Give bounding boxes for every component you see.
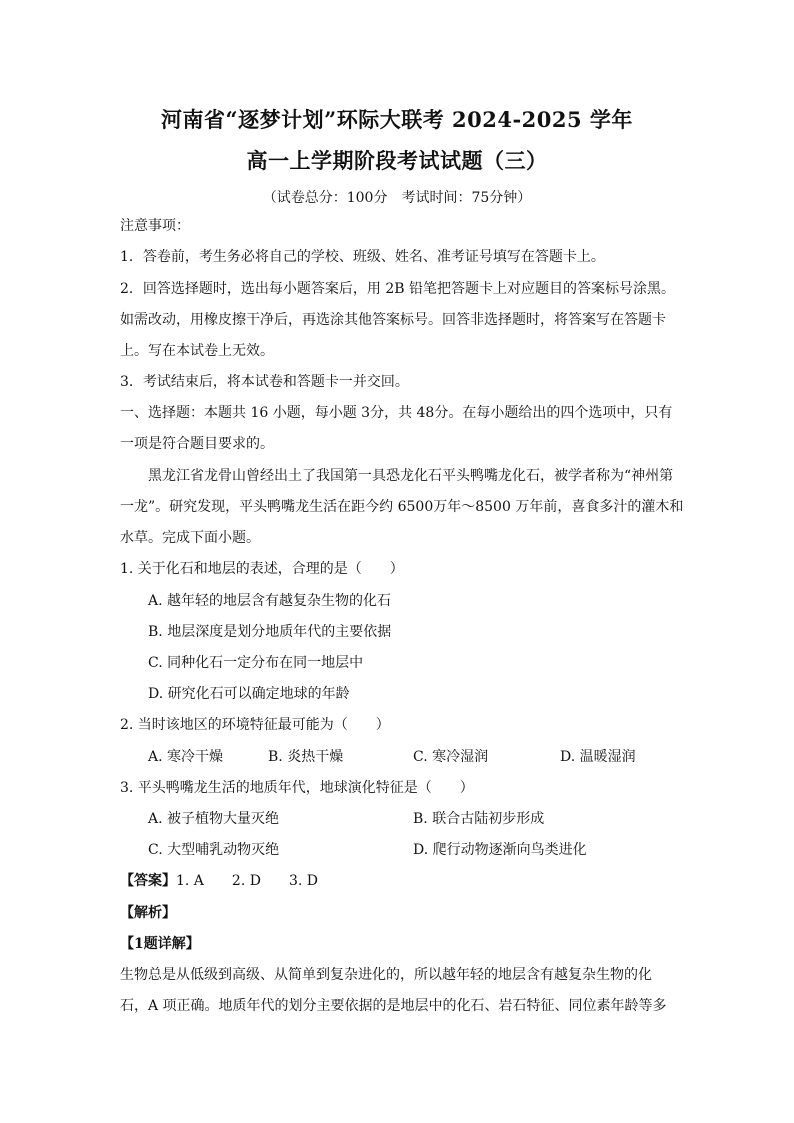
question-1-option-d: D. 研究化石可以确定地球的年龄 [148, 686, 350, 702]
answer-line [120, 871, 680, 891]
notice-item-2-line1: 2．回答选择题时，选出每小题答案后，用 2B 铅笔把答题卡上对应题目的答案标号涂黑。 [120, 281, 676, 297]
question-1-option-a: A. 越年轻的地层含有越复杂生物的化石 [148, 593, 392, 609]
question-3-option-d: D. 爬行动物逐渐向鸟类进化 [413, 842, 587, 858]
passage-line2: 一龙”。研究发现，平头鸭嘴龙生活在距今约 6500万年～8500 万年前，喜食多汁的灌木和 [120, 499, 684, 515]
question-3-option-a: A. 被子植物大量灭绝 [148, 811, 280, 827]
section-heading-line2: 一项是符合题目要求的。 [120, 436, 274, 452]
question-2-stem: 2. 当时该地区的环境特征最可能为（ ） [120, 717, 390, 733]
notice-heading: 注意事项： [120, 218, 190, 234]
analysis-label: 【解析】 [120, 905, 176, 921]
exam-title-line2: 高一上学期阶段考试试题（三） [246, 148, 548, 173]
section-heading-line1: 一、选择题：本题共 16 小题，每小题 3分，共 48分。在每小题给出的四个选项中，只有 [120, 405, 673, 421]
notice-item-1: 1．答卷前，考生务必将自己的学校、班级、姓名、准考证号填写在答题卡上。 [120, 249, 605, 265]
exam-subtitle: （试卷总分：100分 考试时间：75分钟） [262, 190, 532, 206]
answer-label: 【答案】 [120, 873, 176, 889]
question-3-stem: 3. 平头鸭嘴龙生活的地质年代，地球演化特征是（ ） [120, 780, 474, 796]
question-3-option-b: B. 联合古陆初步形成 [413, 811, 545, 827]
question-2-option-d: D. 温暖湿润 [560, 749, 636, 765]
question-1-option-c: C. 同种化石一定分布在同一地层中 [148, 655, 364, 671]
notice-item-3: 3．考试结束后，将本试卷和答题卡一并交回。 [120, 374, 409, 390]
analysis-sub-label: 【1题详解】 [120, 936, 200, 952]
analysis-line2: 石，A 项正确。地质年代的划分主要依据的是地层中的化石、岩石特征、同位素年龄等多 [120, 998, 667, 1014]
answer-text: 1. A 2. D 3. D [176, 873, 318, 889]
passage-line3: 水草。完成下面小题。 [120, 530, 260, 546]
question-2-option-b: B. 炎热干燥 [268, 749, 344, 765]
notice-item-2-line2: 如需改动，用橡皮擦干净后，再选涂其他答案标号。回答非选择题时，将答案写在答题卡 [120, 312, 666, 328]
question-3-option-c: C. 大型哺乳动物灭绝 [148, 842, 280, 858]
question-1-stem: 1. 关于化石和地层的表述，合理的是（ ） [120, 561, 404, 577]
question-2-option-a: A. 寒冷干燥 [148, 749, 224, 765]
exam-title-line1: 河南省“逐梦计划”环际大联考 2024-2025 学年 [161, 107, 633, 132]
passage-line1: 黑龙江省龙骨山曾经出土了我国第一具恐龙化石平头鸭嘴龙化石，被学者称为“神州第 [148, 468, 674, 484]
analysis-line1: 生物总是从低级到高级、从简单到复杂进化的，所以越年轻的地层含有越复杂生物的化 [120, 967, 652, 983]
question-1-option-b: B. 地层深度是划分地质年代的主要依据 [148, 624, 392, 640]
notice-item-2-line3: 上。写在本试卷上无效。 [120, 343, 274, 359]
question-2-option-c: C. 寒冷湿润 [413, 749, 489, 765]
